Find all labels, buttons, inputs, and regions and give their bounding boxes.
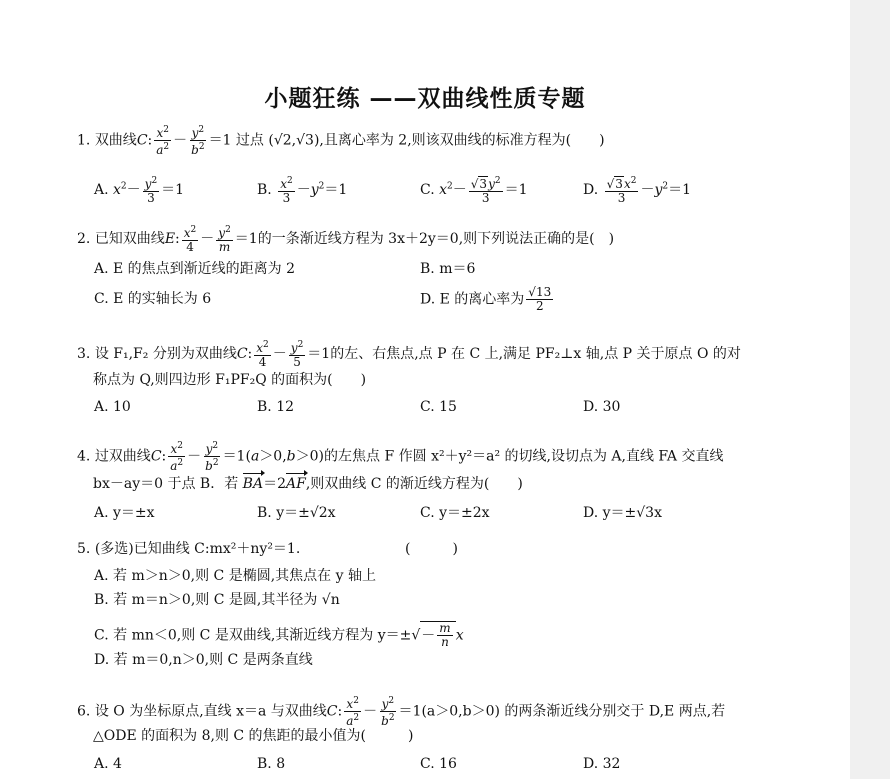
q6-prefix: 设 O 为坐标原点,直线 x＝a 与双曲线: [94, 703, 327, 720]
q2-option-b[interactable]: B. m＝6: [420, 261, 476, 277]
q5-option-d[interactable]: D. 若 m＝0,n＞0,则 C 是两条直线: [94, 652, 313, 668]
q2-prefix: 已知双曲线: [94, 231, 165, 247]
q3-option-d[interactable]: D. 30: [583, 399, 621, 415]
q1-number: 1.: [77, 132, 91, 149]
q5-option-a[interactable]: A. 若 m＞n＞0,则 C 是椭圆,其焦点在 y 轴上: [94, 568, 376, 584]
q4-option-b[interactable]: B. y＝±√2x: [257, 505, 336, 521]
viewer-scroll-gutter[interactable]: [850, 0, 890, 779]
q3-option-c[interactable]: C. 15: [420, 399, 457, 415]
q6-number: 6.: [77, 703, 91, 720]
q4-rest: 的左焦点 F 作圆 x²＋y²＝a² 的切线,设切点为 A,直线 FA 交直线: [324, 448, 724, 465]
question-2: 2. 已知双曲线E: $\frac{x^2}{4}$ － $\frac{y^2}{m}$ ＝1的一条渐近线方程为 3x＋2y＝0,则下列说法正确的是( ): [77, 225, 615, 254]
q1-option-b[interactable]: B. $\frac{x^2}{3}$ $-y^2=1$: [257, 176, 348, 205]
q3-rest: 的左、右焦点,点 P 在 C 上,满足 PF₂⊥x 轴,点 P 关于原点 O 的对: [330, 346, 741, 362]
q6-option-c[interactable]: C. 16: [420, 756, 457, 772]
question-3: 3. 设 F₁,F₂ 分别为双曲线C: $\frac{x^2}{4}$ － $\frac{y^2}{5}$ ＝1的左、右焦点,点 P 在 C 上,满足 PF₂⊥x 轴,点 P 关于原点 O 的对: [77, 340, 741, 369]
question-5: [77, 540, 300, 558]
q4-option-a[interactable]: A. y＝±x: [94, 505, 155, 521]
question-6: 6. 设 O 为坐标原点,直线 x＝a 与双曲线C: $\frac{x^2}{a^2}$ － $\frac{y^2}{b^2}$ ＝1(a＞0,b＞0) 的两条渐近线分别交于 D,E 两点,若: [77, 696, 726, 728]
q2-option-a[interactable]: A. E 的焦点到渐近线的距离为 2: [94, 261, 296, 277]
q1-prefix: 双曲线: [94, 132, 137, 149]
q4-option-c[interactable]: C. y＝±2x: [420, 505, 490, 521]
q1-option-c[interactable]: C. $x^2-$ $\frac{√3y^2}{3}$ ＝1: [420, 176, 528, 205]
q5-option-b[interactable]: B. 若 m＝n＞0,则 C 是圆,其半径为 √n: [94, 592, 340, 608]
q6-line-2: △ODE 的面积为 8,则 C 的焦距的最小值为( ): [93, 728, 414, 744]
q2-option-c[interactable]: C. E 的实轴长为 6: [94, 291, 212, 307]
q1-point: (√2,√3): [268, 132, 320, 149]
q6-option-a[interactable]: A. 4: [94, 756, 122, 772]
q1-tail: 过点: [235, 132, 264, 149]
q6-option-d[interactable]: D. 32: [583, 756, 621, 772]
q2-number: 2.: [77, 231, 91, 247]
q2-option-d[interactable]: D. E 的离心率为 $\frac{√13}{2}$: [420, 285, 552, 313]
q3-line-2: 称点为 Q,则四边形 F₁PF₂Q 的面积为( ): [93, 372, 367, 388]
q1-rest: ,且离心率为 2,则该双曲线的标准方程为( ): [319, 132, 605, 149]
vector-af: AF: [286, 476, 306, 492]
q6-option-b[interactable]: B. 8: [257, 756, 286, 772]
q5-option-c[interactable]: C. 若 mn＜0,则 C 是双曲线,其渐近线方程为 y＝±√－ m n x: [94, 621, 464, 649]
q1-option-a[interactable]: A. $x^2-$ $\frac{y^2}{3}$ ＝1: [94, 176, 185, 205]
question-4: 4. 过双曲线C: $\frac{x^2}{a^2}$ － $\frac{y^2}{b^2}$ ＝1(a＞0,b＞0)的左焦点 F 作圆 x²＋y²＝a² 的切线,设切点为 A,直线 FA 交直线: [77, 441, 724, 473]
question-1: 1. 双曲线C: $\frac{x^2}{a^2}$ － $\frac{y^2}{b^2}$ ＝1 过点 (√2,√3),且离心率为 2,则该双曲线的标准方程为( ): [77, 125, 605, 157]
q3-prefix: 设 F₁,F₂ 分别为双曲线: [94, 346, 237, 362]
q4-option-d[interactable]: D. y＝±√3x: [583, 505, 662, 521]
q1-option-d[interactable]: D. $\frac{√3x^2}{3}$ $-y^2=1$: [583, 176, 692, 205]
q6-rest: ＝1(a＞0,b＞0) 的两条渐近线分别交于 D,E 两点,若: [398, 703, 726, 720]
q3-option-b[interactable]: B. 12: [257, 399, 295, 415]
vector-ba: BA: [242, 476, 264, 492]
q3-number: 3.: [77, 346, 91, 362]
q1-fraction-x: $\frac{x^2}{a^2}$: [156, 125, 170, 157]
q4-number: 4.: [77, 448, 91, 465]
q1-fraction-y: $\frac{y^2}{b^2}$: [191, 125, 205, 157]
q4-line-2: bx－ay＝0 于点 B．若 BA＝2AF,则双曲线 C 的渐近线方程为( ): [93, 476, 523, 492]
q5-number: 5.: [77, 541, 91, 557]
q2-rest: 的一条渐近线方程为 3x＋2y＝0,则下列说法正确的是( ): [257, 231, 615, 247]
q4-prefix: 过双曲线: [94, 448, 151, 465]
q3-option-a[interactable]: A. 10: [94, 399, 131, 415]
page-title: 小题狂练 ——双曲线性质专题: [264, 86, 586, 112]
q5-stem: (多选)已知曲线 C:mx²＋ny²＝1.: [94, 541, 301, 557]
q5-answer-paren: ( ): [405, 541, 458, 557]
